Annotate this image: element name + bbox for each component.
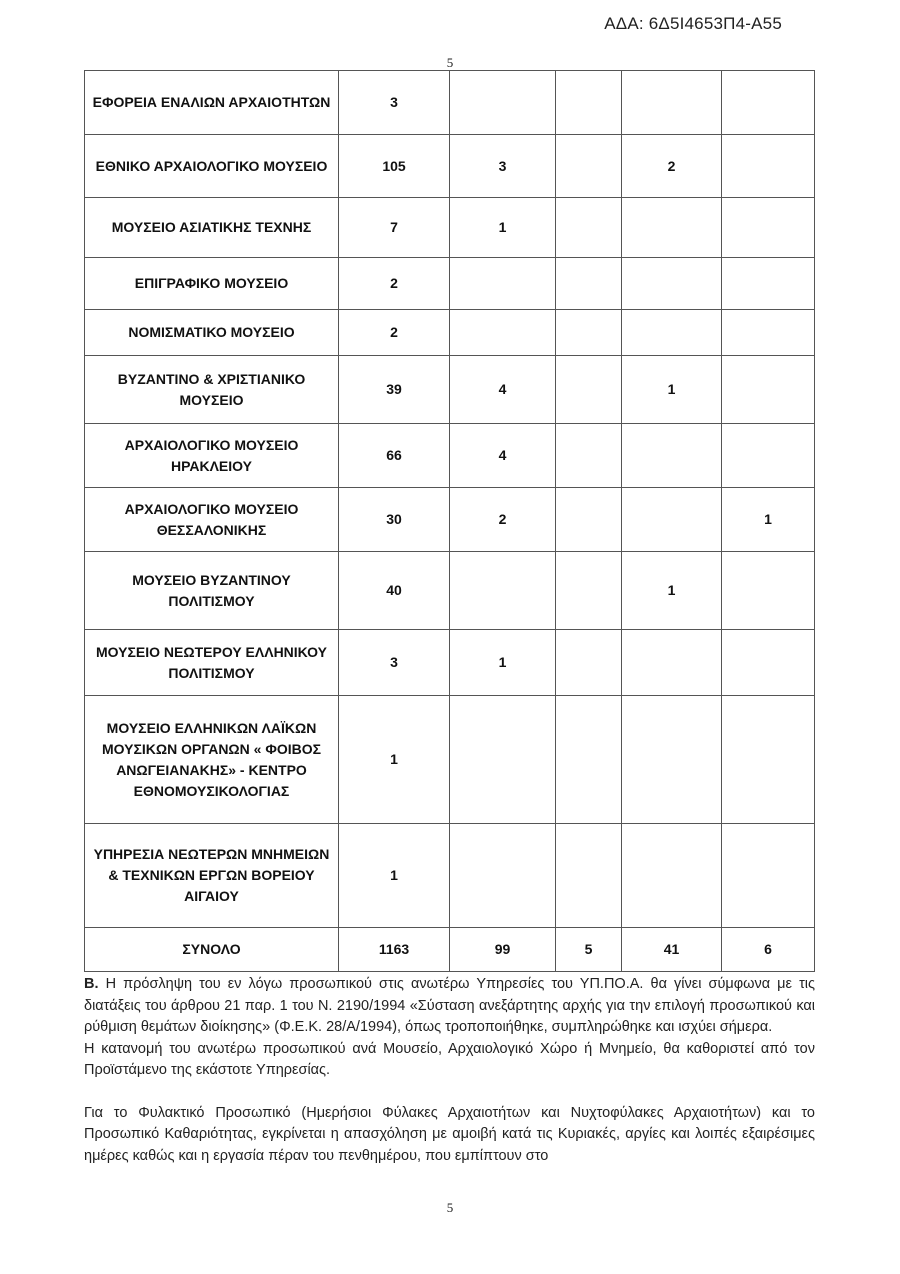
table-cell-value	[722, 424, 815, 488]
table-cell-value: 1	[339, 696, 450, 824]
table-cell-value	[622, 824, 722, 928]
table-cell-value	[722, 198, 815, 258]
staff-distribution-table	[84, 70, 815, 972]
table-cell-value: 2	[339, 310, 450, 356]
table-cell-value	[622, 310, 722, 356]
table-cell-value	[450, 310, 556, 356]
table-cell-value	[722, 630, 815, 696]
table-cell-value: 3	[339, 71, 450, 135]
table-cell-value: 1	[722, 488, 815, 552]
table-row	[85, 630, 815, 696]
table-cell-name: ΑΡΧΑΙΟΛΟΓΙΚΟ ΜΟΥΣΕΙΟ ΗΡΑΚΛΕΙΟΥ	[85, 424, 339, 488]
table-cell-value	[622, 258, 722, 310]
table-cell-value	[556, 356, 622, 424]
table-cell-value	[722, 71, 815, 135]
table-row	[85, 198, 815, 258]
table-row	[85, 824, 815, 928]
table-cell-value	[622, 630, 722, 696]
table-cell-value	[722, 824, 815, 928]
table-cell-name: ΜΟΥΣΕΙΟ ΕΛΛΗΝΙΚΩΝ ΛΑΪΚΩΝ ΜΟΥΣΙΚΩΝ ΟΡΓΑΝΩΝ « ΦΟΙΒΟΣ ΑΝΩΓΕΙΑΝΑΚΗΣ» - ΚΕΝΤΡΟ ΕΘΝΟΜΟΥΣΙΚΟΛΟΓΙΑΣ	[85, 696, 339, 824]
table-cell-name: ΑΡΧΑΙΟΛΟΓΙΚΟ ΜΟΥΣΕΙΟ ΘΕΣΣΑΛΟΝΙΚΗΣ	[85, 488, 339, 552]
table-row	[85, 135, 815, 198]
table-cell-value: 4	[450, 356, 556, 424]
section-b-para-1	[84, 974, 815, 1039]
table-cell-value: 2	[339, 258, 450, 310]
table-cell-value	[556, 696, 622, 824]
table-row	[85, 552, 815, 630]
table-row	[85, 310, 815, 356]
table-cell-value	[450, 552, 556, 630]
section-b-para-3: Για το Φυλακτικό Προσωπικό (Ημερήσιοι Φύλακες Αρχαιοτήτων και Νυχτοφύλακες Αρχαιοτήτων) και το Προσωπικό Καθαριότητας, εγκρίνεται η απασχόληση με αμοιβή κατά τις Κυριακές, αργίες και λοιπές εξαιρέσιμες ημέρες καθώς και η εργασία πέραν του πενθημέρου, που εμπίπτουν στο	[84, 1104, 815, 1164]
table-cell-value: 1163	[339, 928, 450, 972]
table-cell-value	[556, 258, 622, 310]
section-b-label: Β.	[84, 976, 99, 992]
table-cell-value	[556, 71, 622, 135]
section-b-para-2: Η κατανομή του ανωτέρω προσωπικού ανά Μουσείο, Αρχαιολογικό Χώρο ή Μνημείο, θα καθοριστεί από τον Προϊστάμενο της εκάστοτε Υπηρεσίας.	[84, 1040, 815, 1078]
table-cell-value	[722, 696, 815, 824]
table-cell-value: 99	[450, 928, 556, 972]
table-cell-value	[556, 135, 622, 198]
table-cell-value: 7	[339, 198, 450, 258]
table-cell-value: 105	[339, 135, 450, 198]
table-cell-value: 6	[722, 928, 815, 972]
table-cell-value: 3	[450, 135, 556, 198]
table-cell-value	[622, 696, 722, 824]
section-b-text	[84, 974, 815, 1167]
table-cell-name: ΜΟΥΣΕΙΟ ΑΣΙΑΤΙΚΗΣ ΤΕΧΝΗΣ	[85, 198, 339, 258]
table-cell-value: 4	[450, 424, 556, 488]
table-cell-name: ΕΘΝΙΚΟ ΑΡΧΑΙΟΛΟΓΙΚΟ ΜΟΥΣΕΙΟ	[85, 135, 339, 198]
table-cell-value: 1	[450, 630, 556, 696]
section-b-para-1-text: Η πρόσληψη του εν λόγω προσωπικού στις ανωτέρω Υπηρεσίες του ΥΠ.ΠΟ.Α. θα γίνει σύμφωνα με τις διατάξεις του άρθρου 21 παρ. 1 του Ν. 2190/1994 «Σύσταση ανεξάρτητης αρχής για την επιλογή προσωπικού και ρύθμιση θεμάτων διοίκησης» (Φ.Ε.Κ. 28/Α/1994), όπως τροποποιήθηκε, συμπληρώθηκε και ισχύει σήμερα.	[84, 976, 816, 1035]
table-cell-value: 5	[556, 928, 622, 972]
table-cell-value	[722, 552, 815, 630]
table-cell-value: 1	[622, 356, 722, 424]
table-cell-value	[556, 630, 622, 696]
page-number-top: 5	[446, 55, 454, 70]
table-cell-name: ΕΦΟΡΕΙΑ ΕΝΑΛΙΩΝ ΑΡΧΑΙΟΤΗΤΩΝ	[85, 71, 339, 135]
table-cell-value: 1	[339, 824, 450, 928]
table-cell-value	[450, 258, 556, 310]
table-cell-value	[622, 424, 722, 488]
ada-code: ΑΔΑ: 6Δ5Ι4653Π4-Α55	[604, 14, 782, 33]
table-cell-name: ΝΟΜΙΣΜΑΤΙΚΟ ΜΟΥΣΕΙΟ	[85, 310, 339, 356]
table-row	[85, 356, 815, 424]
table-cell-value	[556, 424, 622, 488]
table-total-row	[85, 928, 815, 972]
table-cell-value	[622, 71, 722, 135]
table-cell-name: ΥΠΗΡΕΣΙΑ ΝΕΩΤΕΡΩΝ ΜΝΗΜΕΙΩΝ & ΤΕΧΝΙΚΩΝ ΕΡΓΩΝ ΒΟΡΕΙΟΥ ΑΙΓΑΙΟΥ	[85, 824, 339, 928]
table-row	[85, 696, 815, 824]
table-cell-value: 30	[339, 488, 450, 552]
table-cell-value: 3	[339, 630, 450, 696]
table-cell-value	[556, 488, 622, 552]
table-cell-name: ΒΥΖΑΝΤΙΝΟ & ΧΡΙΣΤΙΑΝΙΚΟ ΜΟΥΣΕΙΟ	[85, 356, 339, 424]
table-cell-value: 39	[339, 356, 450, 424]
table-cell-value: 41	[622, 928, 722, 972]
table-cell-value	[556, 198, 622, 258]
table-cell-value: 66	[339, 424, 450, 488]
table-row	[85, 71, 815, 135]
table-cell-value	[722, 258, 815, 310]
table-cell-value: 1	[622, 552, 722, 630]
table-cell-value	[556, 552, 622, 630]
table-cell-value	[556, 310, 622, 356]
page-number-bottom: 5	[446, 1200, 454, 1215]
table-cell-name: ΣΥΝΟΛΟ	[85, 928, 339, 972]
table-cell-value	[722, 310, 815, 356]
table-cell-value	[722, 135, 815, 198]
table-cell-name: ΜΟΥΣΕΙΟ ΒΥΖΑΝΤΙΝΟΥ ΠΟΛΙΤΙΣΜΟΥ	[85, 552, 339, 630]
table-cell-name: ΜΟΥΣΕΙΟ ΝΕΩΤΕΡΟΥ ΕΛΛΗΝΙΚΟΥ ΠΟΛΙΤΙΣΜΟΥ	[85, 630, 339, 696]
table-row	[85, 424, 815, 488]
table-cell-value: 2	[622, 135, 722, 198]
table-cell-value	[450, 696, 556, 824]
table-row	[85, 488, 815, 552]
table-cell-name: ΕΠΙΓΡΑΦΙΚΟ ΜΟΥΣΕΙΟ	[85, 258, 339, 310]
table-cell-value	[622, 488, 722, 552]
table-row	[85, 258, 815, 310]
table-cell-value	[622, 198, 722, 258]
table-cell-value	[450, 824, 556, 928]
table-cell-value	[722, 356, 815, 424]
table-cell-value	[556, 824, 622, 928]
table-cell-value: 40	[339, 552, 450, 630]
table-cell-value	[450, 71, 556, 135]
table-cell-value: 1	[450, 198, 556, 258]
table-cell-value: 2	[450, 488, 556, 552]
